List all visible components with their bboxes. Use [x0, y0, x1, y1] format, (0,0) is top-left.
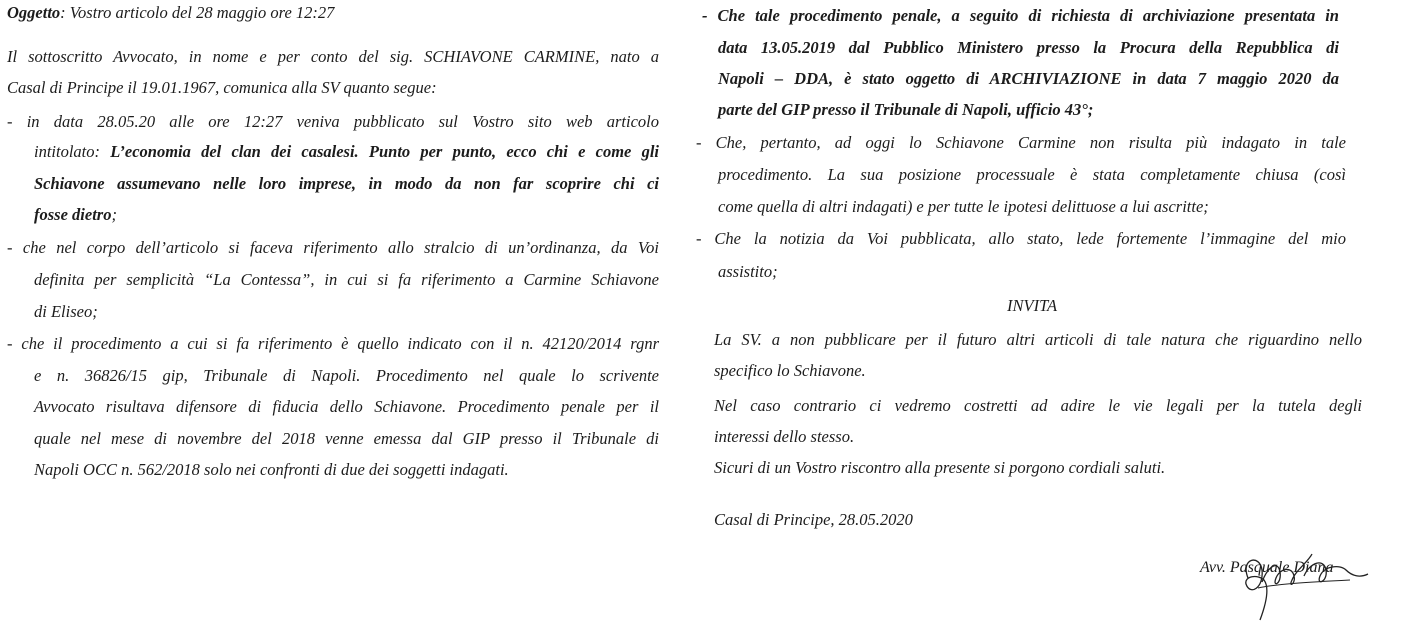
point-1-line-2: [34, 142, 659, 162]
place-date: Casal di Principe, 28.05.2020: [714, 510, 913, 529]
point-4-line-1: - Che tale procedimento penale, a seguito di richiesta di archiviazione presentata in: [702, 6, 1339, 25]
subject-line: [7, 3, 334, 23]
point-5-line-1: - Che, pertanto, ad oggi lo Schiavone Carmine non risulta più indagato in tale: [696, 133, 1346, 152]
warning-line-2: interessi dello stesso.: [714, 427, 855, 446]
point-2-line-2: definita per semplicità “La Contessa”, in cui si fa riferimento a Carmine Schiavone: [34, 270, 659, 289]
point-3-line-3: Avvocato risultava difensore di fiducia dello Schiavone. Procedimento penale per il: [34, 397, 659, 416]
point-6-line-1: - Che la notizia da Voi pubblicata, allo stato, lede fortemente l’immagine del mio: [696, 229, 1346, 248]
signature-name: Avv. Pasquale Diana: [1200, 559, 1334, 576]
point-3-line-5: Napoli OCC n. 562/2018 solo nei confronti di due dei soggetti indagati.: [34, 460, 509, 479]
point-3-line-1: - che il procedimento a cui si fa riferimento è quello indicato con il n. 42120/2014 rgnr: [7, 334, 659, 353]
request-line-2: specifico lo Schiavone.: [714, 361, 866, 380]
point-1-line-1: - in data 28.05.20 alle ore 12:27 veniva pubblicato sul Vostro sito web articolo: [7, 112, 659, 131]
article-title-part-3: fosse dietro: [34, 205, 112, 224]
greetings-line: Sicuri di un Vostro riscontro alla presente si porgono cordiali saluti.: [714, 458, 1166, 477]
warning-line-1: Nel caso contrario ci vedremo costretti ad adire le vie legali per la tutela degli: [714, 396, 1362, 415]
point-2-line-3: di Eliseo;: [34, 302, 98, 321]
point-1-line-3: [34, 174, 659, 194]
intro-line-2: Casal di Principe il 19.01.1967, comunica alla SV quanto segue:: [7, 78, 437, 97]
handwritten-signature: [1200, 548, 1370, 624]
point-4-line-2: data 13.05.2019 dal Pubblico Ministero presso la Procura della Repubblica di: [718, 38, 1339, 57]
subject-label: Oggetto: [7, 3, 61, 22]
point-4-line-3: Napoli – DDA, è stato oggetto di ARCHIVIAZIONE in data 7 maggio 2020 da: [718, 69, 1339, 88]
point-3-line-4: quale nel mese di novembre del 2018 venne emessa dal GIP presso il Tribunale di: [34, 429, 659, 448]
article-title-part-1: L’economia del clan dei casalesi. Punto per punto, ecco chi e come gli: [110, 142, 659, 161]
point-1-end: ;: [111, 205, 117, 224]
point-1-intro: intitolato:: [34, 142, 111, 161]
subject-text: : Vostro articolo del 28 maggio ore 12:27: [60, 3, 335, 22]
point-5-line-3: come quella di altri indagati) e per tutte le ipotesi delittuose a lui ascritte;: [718, 197, 1209, 216]
point-4-line-4: parte del GIP presso il Tribunale di Napoli, ufficio 43°;: [718, 100, 1094, 119]
intro-line-1: Il sottoscritto Avvocato, in nome e per conto del sig. SCHIAVONE CARMINE, nato a: [7, 47, 659, 66]
point-6-line-2: assistito;: [718, 262, 778, 281]
point-1-line-4: [34, 205, 117, 225]
point-3-line-2: e n. 36826/15 gip, Tribunale di Napoli. Procedimento nel quale lo scrivente: [34, 366, 659, 385]
invita-heading: INVITA: [1007, 296, 1058, 315]
article-title-part-2: Schiavone assumevano nelle loro imprese, in modo da non far scoprire chi ci: [34, 174, 659, 193]
request-line-1: La SV. a non pubblicare per il futuro altri articoli di tale natura che riguardino nello: [714, 330, 1362, 349]
point-5-line-2: procedimento. La sua posizione processuale è stata completamente chiusa (così: [718, 165, 1346, 184]
point-2-line-1: - che nel corpo dell’articolo si faceva riferimento allo stralcio di un’ordinanza, da Voi: [7, 238, 659, 257]
signature-block: [1200, 548, 1370, 624]
